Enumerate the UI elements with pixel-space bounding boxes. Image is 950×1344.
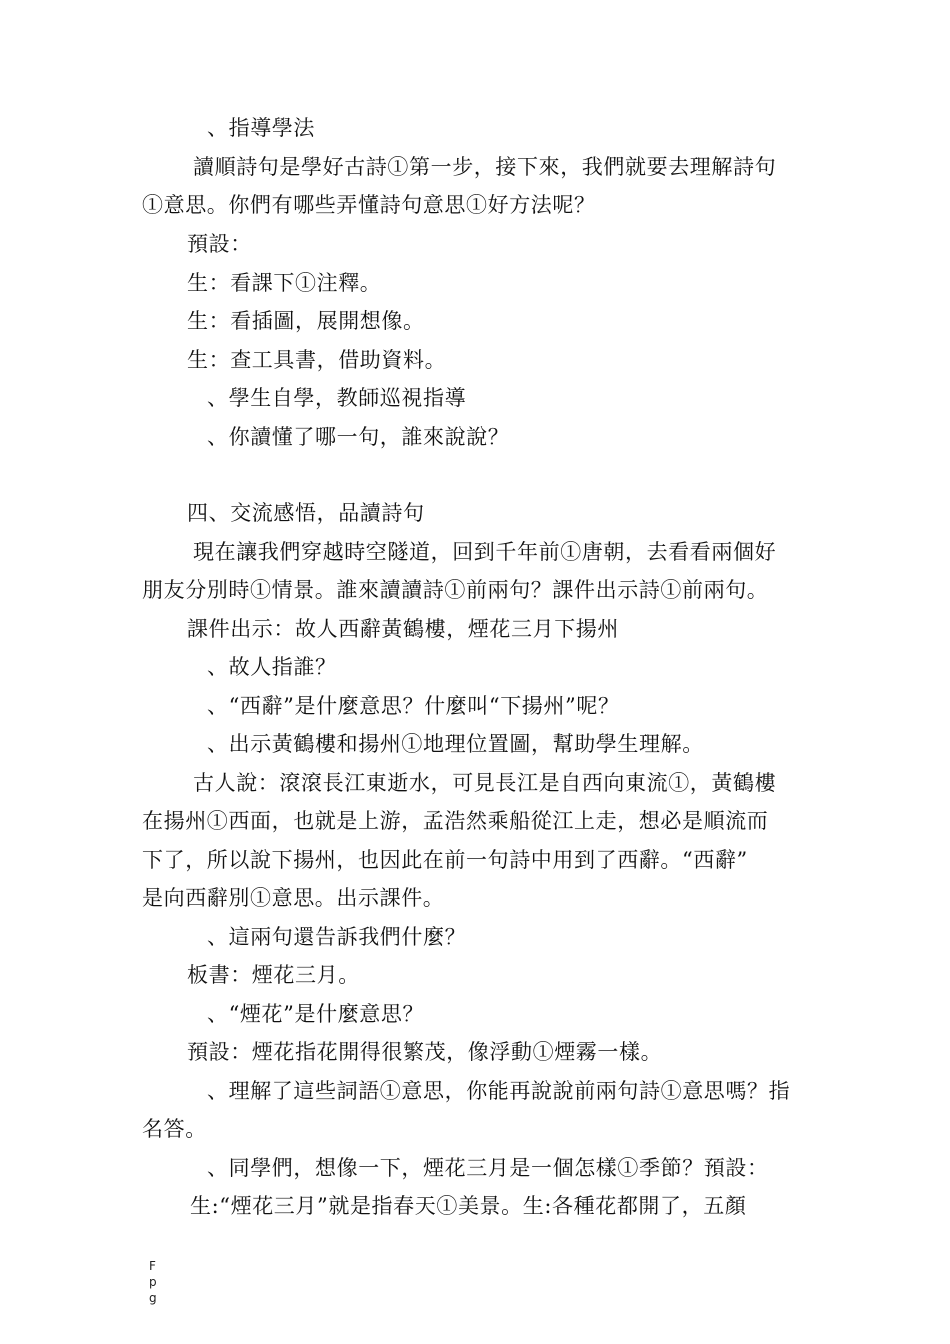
text-line: 生：查工具書，借助資料。 bbox=[187, 348, 447, 372]
text-line: 、學生自學，教師巡視指導 bbox=[207, 386, 467, 410]
text-line: ①意思。你們有哪些弄懂詩句意思①好方法呢？ bbox=[142, 193, 596, 217]
text-line: 、“西辭”是什麼意思？什麼叫“下揚州”呢？ bbox=[207, 694, 620, 718]
text-line: 現在讓我們穿越時空隧道，回到千年前①唐朝，去看看兩個好 bbox=[193, 540, 777, 564]
text-line: 讀順詩句是學好古詩①第一步，接下來，我們就要去理解詩句 bbox=[193, 155, 777, 179]
text-line: 、同學們，想像一下，煙花三月是一個怎樣①季節？預設： bbox=[207, 1156, 769, 1180]
text-line: 預設： bbox=[187, 232, 252, 256]
text-line: 、理解了這些詞語①意思，你能再說說前兩句詩①意思嗎？指 bbox=[207, 1079, 791, 1103]
text-line: 板書：煙花三月。 bbox=[187, 963, 360, 987]
section-heading: 四、交流感悟，品讀詩句 bbox=[187, 501, 425, 525]
text-line: 、故人指誰？ bbox=[207, 655, 337, 679]
text-line: 生：看課下①注釋。 bbox=[187, 271, 382, 295]
text-line: 生：看插圖，展開想像。 bbox=[187, 309, 425, 333]
footer-char: g bbox=[149, 1291, 157, 1305]
page-footer bbox=[149, 1258, 157, 1306]
text-line: 在揚州①西面，也就是上游，孟浩然乘船從江上走，想必是順流而 bbox=[142, 809, 769, 833]
footer-char: p bbox=[149, 1275, 157, 1289]
text-line: 是向西辭別①意思。出示課件。 bbox=[142, 886, 445, 910]
text-line: 、出示黃鶴樓和揚州①地理位置圖，幫助學生理解。 bbox=[207, 732, 704, 756]
text-line: 、你讀懂了哪一句，誰來說說？ bbox=[207, 425, 510, 449]
footer-char: F bbox=[149, 1259, 156, 1273]
text-line: 生:“煙花三月”就是指春天①美景。生:各種花都開了，五顏 bbox=[190, 1194, 747, 1218]
text-line: 名答。 bbox=[142, 1117, 207, 1141]
text-line: 朋友分別時①情景。誰來讀讀詩①前兩句？課件出示詩①前兩句。 bbox=[142, 578, 769, 602]
text-line: 預設：煙花指花開得很繁茂，像浮動①煙霧一樣。 bbox=[187, 1040, 663, 1064]
text-line: 古人說：滾滾長江東逝水，可見長江是自西向東流①，黃鶴樓 bbox=[193, 771, 777, 795]
text-line: 、這兩句還告訴我們什麼？ bbox=[207, 925, 467, 949]
text-line: 、“煙花”是什麼意思？ bbox=[207, 1002, 425, 1026]
text-line: 課件出示：故人西辭黃鶴樓，煙花三月下揚州 bbox=[187, 617, 619, 641]
text-line: 、指導學法 bbox=[207, 116, 315, 140]
text-line: 下了，所以說下揚州，也因此在前一句詩中用到了西辭。“西辭” bbox=[142, 848, 748, 872]
